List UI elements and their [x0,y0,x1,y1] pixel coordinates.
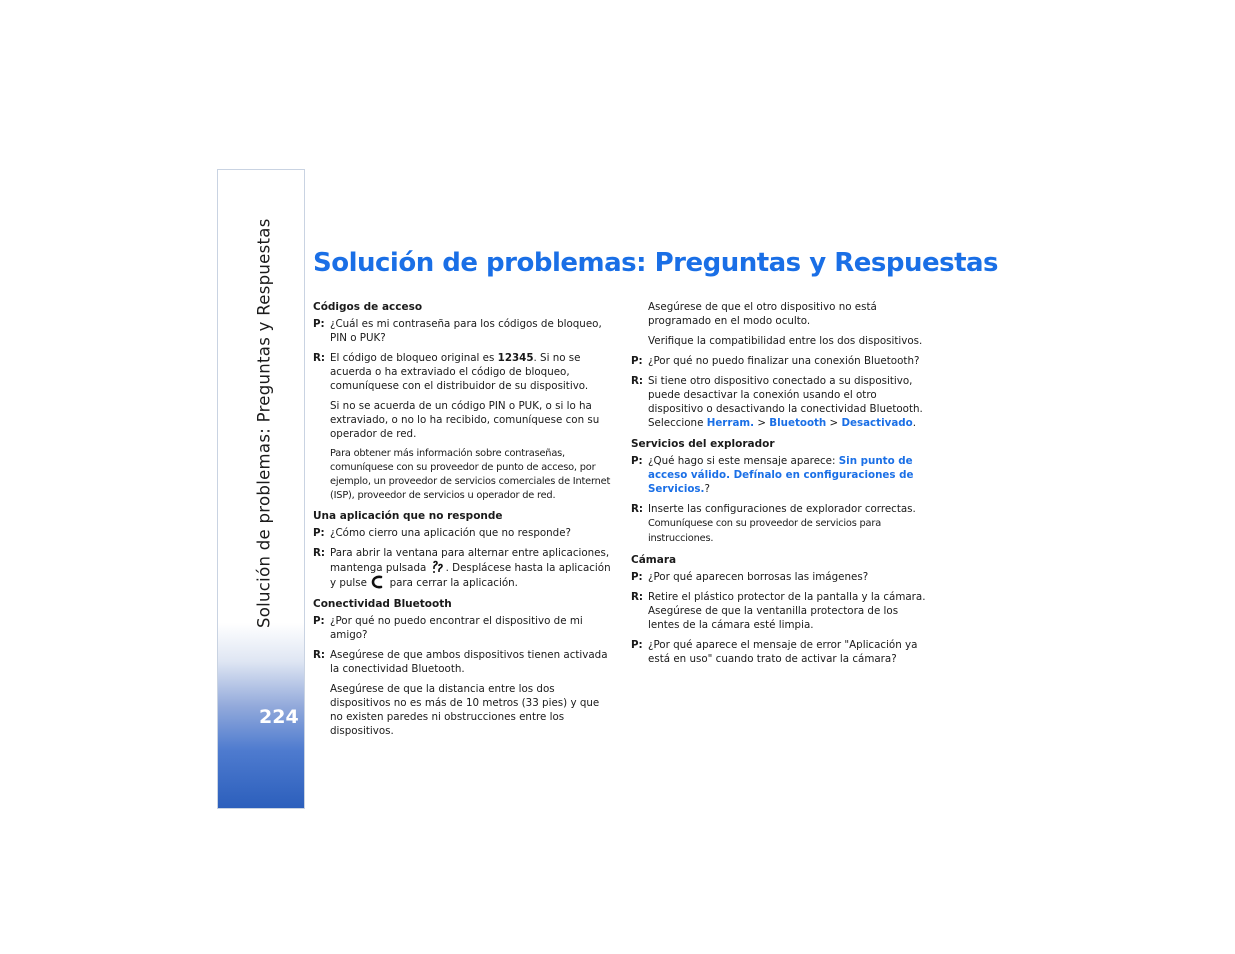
answer-bluetooth-end [631,374,931,430]
answer-end: . [912,417,917,429]
question-text: ¿Por qué no puedo encontrar el dispositivo de mi amigo? [330,615,583,641]
paragraph-passwords: Para obtener más información sobre contraseñas, comuníquese con su proveedor de punto de acceso, por ejemplo, un proveedor de servicios comerciales de Internet (ISP), proveedor de servicios u operador de red. [330,448,611,501]
paragraph-hidden-mode: Asegúrese de que el otro dispositivo no está programado en el modo oculto. [648,301,877,327]
menu-separator: > [754,417,770,429]
question-bluetooth-end [631,354,931,368]
section-heading-app: Una aplicación que no responde [313,510,503,522]
paragraph-compatibility: Verifique la compatibilidad entre los dos dispositivos. [648,335,923,347]
question-label: P: [631,355,643,367]
right-column [631,300,931,672]
answer-text-2: Comuníquese con su proveedor de servicios para instrucciones. [648,518,881,544]
left-column [313,300,613,744]
side-title: Solución de problemas: Preguntas y Respuestas [254,218,274,628]
answer-text: Retire el plástico protector de la pantalla y la cámara. Asegúrese de que la ventanilla protectora de los lentes de la cámara esté limpia. [648,591,926,631]
question-app [313,526,613,540]
answer-text-pre: El código de bloqueo original es [330,352,498,364]
error-message: Sin punto de acceso válido. Defínalo en configuraciones de Servicios. [648,455,914,495]
question-label: P: [631,455,643,467]
question-text: ¿Por qué aparece el mensaje de error "Aplicación ya está en uso" cuando trato de activar la cámara? [648,639,918,665]
answer-text-2: . Desplácese hasta la aplicación y pulse [330,562,611,589]
question-text: ¿Por qué aparecen borrosas las imágenes? [648,571,869,583]
section-heading-bluetooth: Conectividad Bluetooth [313,598,452,610]
question-label: P: [313,615,325,627]
clear-key-icon [370,575,386,589]
lock-code: 12345 [497,352,534,364]
answer-label: R: [631,503,644,515]
question-label: P: [631,639,643,651]
answer-label: R: [313,352,326,364]
menu-separator: > [826,417,842,429]
menu-key-icon [430,560,446,574]
question-label: P: [313,527,325,539]
answer-camera-blur [631,590,931,632]
menu-path-herram: Herram. [706,417,755,429]
answer-text: Asegúrese de que ambos dispositivos tienen activada la conectividad Bluetooth. [330,649,608,675]
question-camera-blur [631,570,931,584]
paragraph-pin-puk: Si no se acuerda de un código PIN o PUK, o si lo ha extraviado, o no lo ha recibido, comuníquese con su operador de red. [330,400,600,440]
answer-app [313,546,613,590]
answer-label: R: [313,649,326,661]
section-heading-codes: Códigos de acceso [313,301,423,313]
question-text-post: ? [704,483,710,495]
answer-label: R: [313,547,326,559]
question-camera-error [631,638,931,666]
answer-text-1: Para abrir la ventana para alternar entre aplicaciones, mantenga pulsada [330,547,610,574]
page-title: Solución de problemas: Preguntas y Respuestas [313,248,999,278]
question-text: ¿Por qué no puedo finalizar una conexión Bluetooth? [648,355,920,367]
answer-codes [313,351,613,393]
question-text: ¿Cómo cierro una aplicación que no responde? [330,527,572,539]
section-heading-camera: Cámara [631,554,677,566]
answer-browser [631,502,931,546]
question-codes [313,317,613,345]
answer-label: R: [631,375,644,387]
menu-path-desactivado: Desactivado [841,417,913,429]
page-number: 224 [259,706,299,728]
answer-label: R: [631,591,644,603]
question-browser [631,454,931,496]
paragraph-distance: Asegúrese de que la distancia entre los dos dispositivos no es más de 10 metros (33 pies) y que no existen paredes ni obstrucciones entre los dispositivos. [330,683,600,737]
section-heading-browser: Servicios del explorador [631,438,775,450]
answer-text-1: Inserte las configuraciones de explorador correctas. [648,503,916,515]
answer-bluetooth-find [313,648,613,676]
question-bluetooth-find [313,614,613,642]
question-label: P: [313,318,325,330]
menu-path-bluetooth: Bluetooth [769,417,827,429]
question-label: P: [631,571,643,583]
answer-text: Si tiene otro dispositivo conectado a su dispositivo, puede desactivar la conexión usando el otro dispositivo o desactivando la conectividad Bluetooth. Seleccione [648,375,923,429]
question-text: ¿Cuál es mi contraseña para los códigos de bloqueo, PIN o PUK? [330,318,602,344]
answer-text-post: . Si no se acuerda o ha extraviado el código de bloqueo, comuníquese con el distribuidor de su dispositivo. [330,352,589,392]
answer-text-3: para cerrar la aplicación. [389,577,518,589]
question-text-pre: ¿Qué hago si este mensaje aparece: [648,455,839,467]
